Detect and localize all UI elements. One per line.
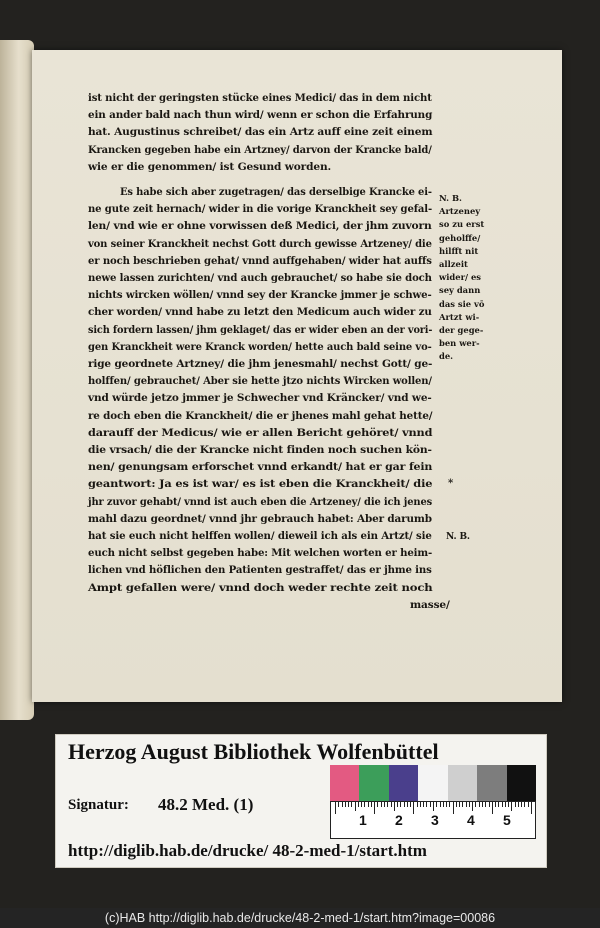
ruler-tick bbox=[417, 802, 418, 807]
text-line: newe lassen zurichten/ vnd auch gebrauchet/ so habe sie doch bbox=[88, 272, 432, 284]
ruler-number: 2 bbox=[395, 812, 403, 828]
ruler-tick bbox=[345, 802, 346, 807]
text-line: darauff der Medicus/ wie er allen Bericht gehöret/ vnnd bbox=[88, 426, 433, 439]
text-line: Krancken gegeben habe ein Artzney/ darvon der Krancke bald/ bbox=[88, 143, 432, 156]
text-line: euch nicht selbst gegeben habe: Mit welchen worten er heim- bbox=[88, 547, 433, 560]
ruler-tick bbox=[498, 802, 499, 807]
ruler-number: 1 bbox=[359, 812, 367, 828]
book-spine bbox=[0, 40, 34, 720]
text-line: von seiner Kranckheit nechst Gott durch gewisse Artzeney/ die bbox=[88, 237, 432, 250]
ruler-tick bbox=[489, 802, 490, 807]
scale-ruler bbox=[330, 801, 536, 839]
ruler-tick bbox=[485, 802, 486, 807]
margin-note-line: Artzeney bbox=[439, 206, 481, 217]
ruler-tick bbox=[479, 802, 480, 807]
color-swatch bbox=[507, 765, 536, 801]
ruler-tick bbox=[397, 802, 398, 807]
ruler-tick bbox=[413, 802, 414, 814]
text-line: gen Kranckheit were Kranck worden/ hette auch bald seine vo- bbox=[88, 340, 432, 353]
ruler-tick bbox=[394, 802, 395, 811]
color-swatch bbox=[418, 765, 447, 801]
text-line: lichen vnd höflichen den Patienten gestraffet/ das er jhme ins bbox=[88, 564, 432, 577]
ruler-tick bbox=[475, 802, 476, 807]
margin-note-line: Artzt wi- bbox=[439, 311, 480, 322]
text-line: hat. Augustinus schreibet/ das ein Artz auff eine zeit einem bbox=[88, 126, 433, 139]
ruler-tick bbox=[342, 802, 343, 807]
ruler-tick bbox=[387, 802, 388, 807]
text-line: die vrsach/ die der Krancke nicht finden noch suchen kön- bbox=[88, 444, 432, 456]
margin-note-line: N. B. bbox=[439, 193, 462, 203]
ruler-tick bbox=[368, 802, 369, 807]
color-swatch bbox=[448, 765, 477, 801]
library-title: Herzog August Bibliothek Wolfenbüttel bbox=[68, 739, 439, 764]
ruler-tick bbox=[381, 802, 382, 807]
ruler-tick bbox=[384, 802, 385, 807]
signatur-label: Signatur: bbox=[68, 797, 129, 813]
ruler-tick bbox=[430, 802, 431, 807]
ruler-tick bbox=[420, 802, 421, 807]
footer-credit[interactable]: (c)HAB http://diglib.hab.de/drucke/48-2-med-1/start.htm?image=00086 bbox=[0, 908, 600, 928]
text-line: hat sie euch nicht helffen wollen/ dieweil ich als ein Artzt/ sie bbox=[88, 530, 432, 542]
margin-note-line: sey dann bbox=[439, 285, 481, 296]
ruler-tick bbox=[433, 802, 434, 811]
margin-asterisk: * bbox=[448, 478, 454, 489]
ruler-tick bbox=[505, 802, 506, 807]
ruler-tick bbox=[426, 802, 427, 807]
ruler-tick bbox=[524, 802, 525, 807]
margin-note-line: der gege- bbox=[439, 325, 484, 335]
library-card bbox=[55, 734, 547, 868]
ruler-tick bbox=[361, 802, 362, 807]
margin-note-line: geholffe/ bbox=[439, 232, 481, 243]
text-line: er noch beschrieben gehat/ vnnd auffgehaben/ wider hat auffs bbox=[88, 254, 432, 267]
text-line: re doch eben die Kranckheit/ die er jhenes mahl gehat hette/ bbox=[88, 409, 433, 422]
margin-note-line: ben wer- bbox=[439, 338, 480, 349]
ruler-tick bbox=[410, 802, 411, 807]
ruler-tick bbox=[400, 802, 401, 807]
ruler-tick bbox=[466, 802, 467, 807]
margin-note-line: de. bbox=[439, 351, 454, 362]
ruler-tick bbox=[453, 802, 454, 814]
ruler-tick bbox=[364, 802, 365, 807]
ruler-number: 5 bbox=[503, 812, 511, 828]
ruler-tick bbox=[423, 802, 424, 807]
ruler-tick bbox=[511, 802, 512, 811]
ruler-tick bbox=[521, 802, 522, 807]
ruler-tick bbox=[335, 802, 336, 814]
margin-note-line: hilfft nit bbox=[439, 245, 479, 256]
ruler-tick bbox=[404, 802, 405, 807]
text-line: nen/ genungsam erforschet vnnd erkandt/ hat er gar fein bbox=[88, 461, 433, 474]
text-line: vnd würde jetzo jmmer je Schwecher vnd Kräncker/ vnd we- bbox=[88, 392, 432, 405]
ruler-tick bbox=[377, 802, 378, 807]
text-line: geantwort: Ja es ist war/ es ist eben die Kranckheit/ die bbox=[88, 478, 433, 491]
ruler-tick bbox=[459, 802, 460, 807]
ruler-tick bbox=[355, 802, 356, 811]
ruler-tick bbox=[528, 802, 529, 807]
ruler-tick bbox=[456, 802, 457, 807]
ruler-tick bbox=[531, 802, 532, 814]
text-line: len/ vnd wie er ohne vorwissen deß Medici, der jhm zuvorn bbox=[88, 220, 432, 233]
ruler-tick bbox=[407, 802, 408, 807]
margin-nb-mark: N. B. bbox=[446, 532, 470, 542]
color-swatch bbox=[330, 765, 359, 801]
library-url[interactable]: http://diglib.hab.de/drucke/ 48-2-med-1/start.htm bbox=[68, 841, 427, 860]
text-line: holffen/ gebrauchet/ Aber sie hette jtzo nichts Wircken wollen/ bbox=[88, 375, 432, 388]
ruler-tick bbox=[462, 802, 463, 807]
margin-note-line: wider/ es bbox=[439, 272, 482, 283]
margin-note-line: das sie vō bbox=[439, 298, 485, 309]
ruler-tick bbox=[469, 802, 470, 807]
ruler-tick bbox=[391, 802, 392, 807]
ruler-tick bbox=[358, 802, 359, 807]
text-line: cher worden/ vnnd habe zu letzt den Medicum auch wider zu bbox=[88, 306, 432, 319]
ruler-tick bbox=[502, 802, 503, 807]
signatur-value: 48.2 Med. (1) bbox=[158, 795, 254, 814]
text-line: nichts wircken wöllen/ vnnd sey der Krancke jmmer je schwe- bbox=[88, 289, 432, 302]
text-line: wie er die genommen/ ist Gesund worden. bbox=[88, 160, 332, 173]
ruler-tick bbox=[446, 802, 447, 807]
text-line: sich fordern lassen/ jhm geklaget/ das er wider eben an der vori- bbox=[88, 323, 433, 336]
color-swatch bbox=[389, 765, 418, 801]
ruler-tick bbox=[492, 802, 493, 814]
text-line: mahl dazu geordnet/ vnnd jhr gebrauch habet: Aber darumb bbox=[88, 512, 432, 525]
text-line: ist nicht der geringsten stücke eines Medici/ das in dem nicht bbox=[88, 92, 432, 104]
text-line: Es habe sich aber zugetragen/ das derselbige Krancke ei- bbox=[120, 186, 432, 198]
ruler-number: 4 bbox=[467, 812, 475, 828]
color-swatch bbox=[359, 765, 388, 801]
text-line: Ampt gefallen were/ vnnd doch weder rechte zeit noch bbox=[88, 581, 433, 594]
ruler-tick bbox=[508, 802, 509, 807]
ruler-tick bbox=[436, 802, 437, 807]
ruler-tick bbox=[518, 802, 519, 807]
ruler-number: 3 bbox=[431, 812, 439, 828]
color-swatch bbox=[477, 765, 506, 801]
margin-note-line: allzeit bbox=[439, 259, 468, 269]
ruler-tick bbox=[495, 802, 496, 807]
ruler-tick bbox=[348, 802, 349, 807]
ruler-tick bbox=[440, 802, 441, 807]
book-page bbox=[32, 50, 562, 702]
color-calibration-bar bbox=[330, 765, 536, 801]
ruler-tick bbox=[338, 802, 339, 807]
text-line: ne gute zeit hernach/ wider in die vorige Kranckheit sey gefal- bbox=[88, 203, 433, 216]
text-line: rige geordnete Artzney/ die jhm jenesmahl/ nechst Gott/ ge- bbox=[88, 358, 433, 370]
margin-note-line: so zu erst bbox=[439, 219, 485, 230]
ruler-tick bbox=[515, 802, 516, 807]
text-line: masse/ bbox=[410, 598, 450, 611]
ruler-tick bbox=[351, 802, 352, 807]
text-line: jhr zuvor gehabt/ vnnd ist auch eben die Artzeney/ die ich jenes bbox=[88, 495, 433, 508]
ruler-tick bbox=[482, 802, 483, 807]
ruler-tick bbox=[443, 802, 444, 807]
ruler-tick bbox=[371, 802, 372, 807]
ruler-tick bbox=[374, 802, 375, 814]
ruler-tick bbox=[449, 802, 450, 807]
text-line: ein ander bald nach thun wird/ wenn er schon die Erfahrung bbox=[88, 109, 433, 122]
ruler-tick bbox=[472, 802, 473, 811]
